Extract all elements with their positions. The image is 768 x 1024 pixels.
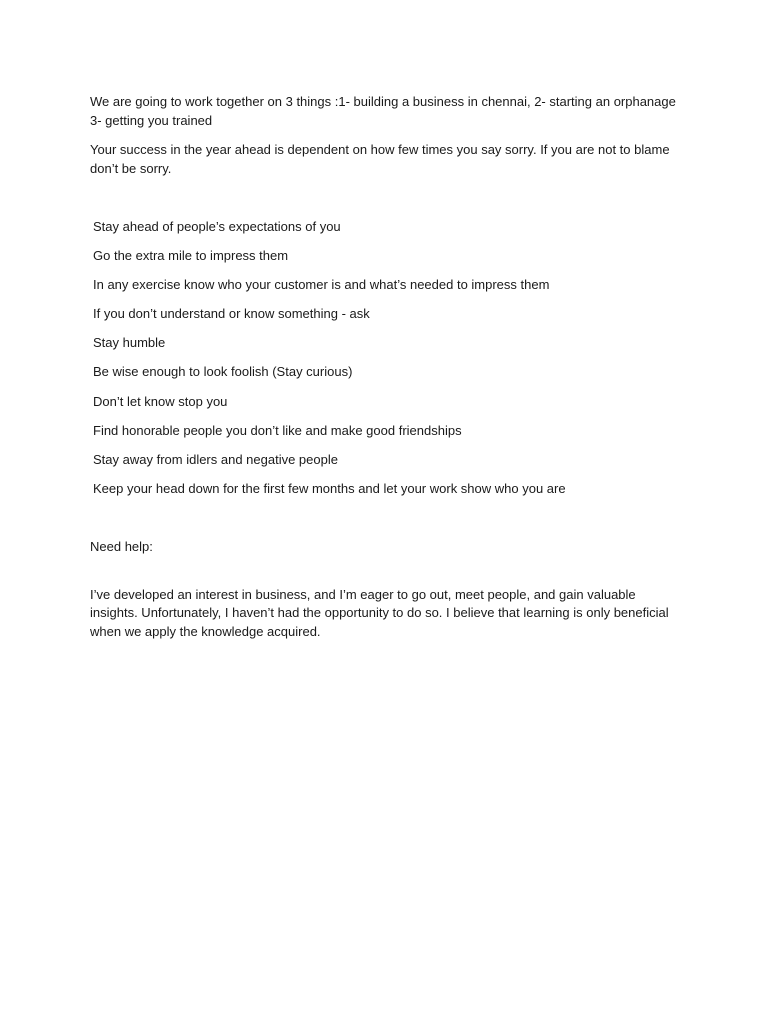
- list-item: Be wise enough to look foolish (Stay curious): [93, 364, 353, 380]
- list-item: Stay humble: [93, 335, 166, 351]
- list-item: Keep your head down for the first few months and let your work show who you are: [93, 480, 566, 496]
- success-note-paragraph: Your success in the year ahead is dependent on how few times you say sorry. If you are not to blame don’t be sorry.: [90, 142, 670, 176]
- list-item: Go the extra mile to impress them: [93, 248, 289, 264]
- closing-paragraph: I’ve developed an interest in business, and I’m eager to go out, meet people, and gain valuable insights. Unfortunately, I haven’t had the opportunity to do so. I believe that learning is only beneficial when we apply the knowledge acquired.: [90, 586, 669, 639]
- list-item: Don’t let know stop you: [93, 393, 228, 409]
- advice-list: [90, 218, 676, 498]
- list-item: If you don’t understand or know something - ask: [93, 306, 370, 322]
- list-item: Stay ahead of people’s expectations of you: [93, 219, 341, 234]
- list-item: In any exercise know who your customer is and what’s needed to impress them: [93, 277, 550, 293]
- intro-paragraph: We are going to work together on 3 things :1- building a business in chennai, 2- starting an orphanage 3- getting you trained: [90, 94, 676, 128]
- list-item: Stay away from idlers and negative people: [93, 451, 338, 467]
- list-item: Find honorable people you don’t like and make good friendships: [93, 422, 462, 438]
- need-help-heading: Need help:: [90, 539, 153, 555]
